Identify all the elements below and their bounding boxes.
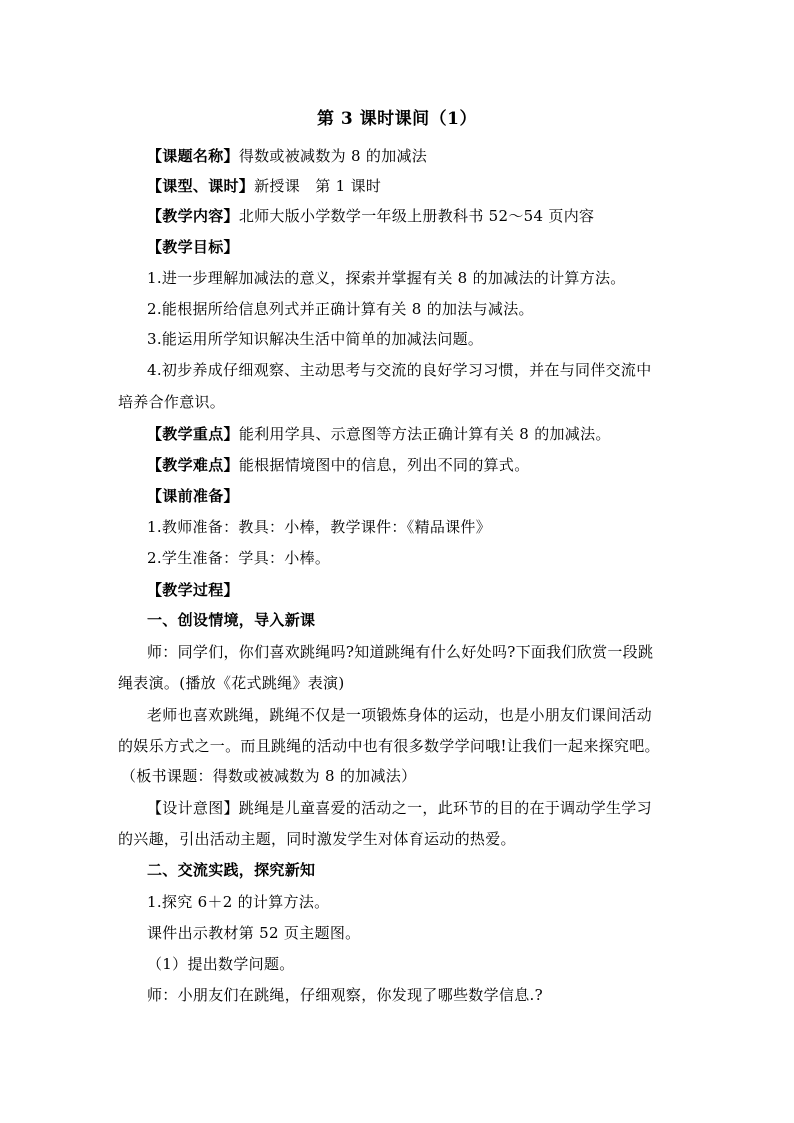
section-2-subitem-1: （1）提出数学问题。	[147, 955, 295, 973]
section-2-teacher-question: 师：小朋友们在跳绳，仔细观察，你发现了哪些数学信息.?	[147, 986, 543, 1004]
key-point-label: 【教学重点】	[147, 425, 239, 443]
difficulty-line	[147, 455, 530, 475]
section-2-courseware-note: 课件出示教材第 52 页主题图。	[147, 924, 361, 942]
section-1-paragraph-1-continued: 绳表演。(播放《花式跳绳》表演)	[118, 674, 345, 692]
topic-line	[147, 146, 427, 166]
section-1-paragraph-2: 老师也喜欢跳绳，跳绳不仅是一项锻炼身体的运动，也是小朋友们课间活动	[147, 706, 652, 724]
prep-item-2: 2.学生准备：学具：小棒。	[147, 549, 331, 567]
lesson-type-label: 【课型、课时】	[147, 177, 255, 195]
goal-item-2: 2.能根据所给信息列式并正确计算有关 8 的加法与减法。	[147, 300, 534, 318]
key-point-value: 能利用学具、示意图等方法正确计算有关 8 的加减法。	[238, 425, 611, 443]
goal-item-1: 1.进一步理解加减法的意义，探索并掌握有关 8 的加减法的计算方法。	[147, 269, 626, 287]
difficulty-value: 能根据情境图中的信息，列出不同的算式。	[238, 456, 530, 474]
teaching-content-label: 【教学内容】	[147, 207, 239, 225]
prep-heading: 【课前准备】	[147, 487, 239, 505]
teaching-content-line	[147, 206, 594, 226]
goal-item-4: 4.初步养成仔细观察、主动思考与交流的良好学习习惯，并在与同伴交流中	[147, 361, 652, 379]
process-heading: 【教学过程】	[147, 581, 239, 599]
page-title: 第 3 课时课间（1）	[317, 109, 477, 129]
teaching-content-value: 北师大版小学数学一年级上册教科书 52～54 页内容	[238, 207, 595, 225]
section-2-heading: 二、交流实践，探究新知	[147, 861, 316, 879]
prep-item-1: 1.教师准备：教具：小棒，教学课件：《精品课件》	[147, 518, 492, 536]
goals-heading: 【教学目标】	[147, 238, 239, 256]
blackboard-topic-note: （板书课题：得数或被减数为 8 的加减法）	[121, 767, 417, 785]
topic-label: 【课题名称】	[147, 147, 239, 165]
design-intent-line: 【设计意图】跳绳是儿童喜爱的活动之一，此环节的目的在于调动学生学习	[147, 799, 652, 817]
section-1-paragraph-2-continued: 的娱乐方式之一。而且跳绳的活动中也有很多数学学问哦!让我们一起来探究吧。	[118, 737, 660, 755]
goal-item-3: 3.能运用所学知识解决生活中简单的加减法问题。	[147, 330, 484, 348]
section-2-item-1: 1.探究 6＋2 的计算方法。	[147, 893, 330, 911]
design-intent-continued: 的兴趣，引出活动主题，同时激发学生对体育运动的热爱。	[118, 830, 516, 848]
section-1-paragraph-1: 师：同学们，你们喜欢跳绳吗?知道跳绳有什么好处吗?下面我们欣赏一段跳	[147, 643, 654, 661]
section-1-heading: 一、创设情境，导入新课	[147, 611, 316, 629]
difficulty-label: 【教学难点】	[147, 456, 239, 474]
topic-value: 得数或被减数为 8 的加减法	[238, 147, 428, 165]
key-point-line	[147, 424, 611, 444]
goal-item-4-continued: 培养合作意识。	[118, 393, 226, 411]
lesson-type-line	[147, 176, 381, 196]
lesson-type-value: 新授课 第 1 课时	[254, 177, 382, 195]
